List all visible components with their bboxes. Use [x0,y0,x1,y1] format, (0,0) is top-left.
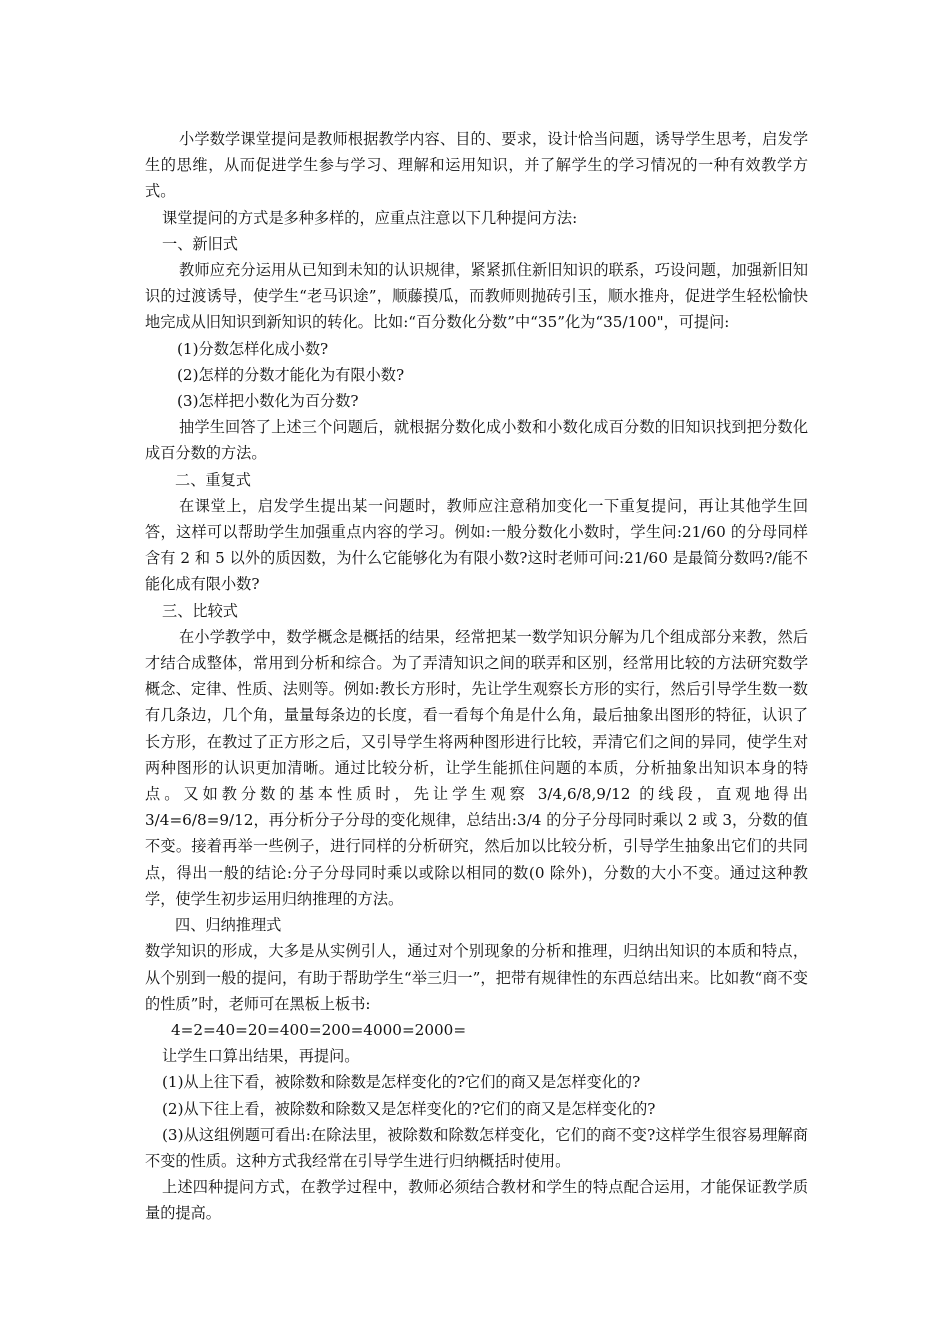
blackboard-equation: 4=2=40=20=400=200=4000=2000= [171,1020,467,1039]
section-heading-3: 三、比较式 [162,601,238,620]
section-heading-4: 四、归纳推理式 [175,916,282,935]
question-item: (2)从下往上看，被除数和除数又是怎样变化的?它们的商又是怎样变化的? [162,1099,656,1118]
section-4-instruction: 让学生口算出结果，再提问。 [162,1047,360,1066]
section-3-paragraph: 在小学教学中，数学概念是概括的结果，经常把某一数学知识分解为几个组成部分来教，然后才结合成整体，常用到分析和综合。为了弄清知识之间的联弄和区别，经常用比较的方法研究数学概念、定律、性质、法则等。例如:教长方形时，先让学生观察长方形的实行，然后引导学生数一数有几条边，几个角，量量每条边的长度，看一看每个角是什么角，最后抽象出图形的特征，认识了长方形，在教过了正方形之后，又引导学生将两种图形进行比较，弄清它们之间的异同，使学生对两种图形的认识更加清晰。通过比较分析，让学生能抓住问题的本质，分析抽象出知识本身的特点。又如教分数的基本性质时，先让学生观察 3/4,6/8,9/12 的线段，直观地得出 3/4=6/8=9/12，再分析分子分母的变化规律，总结出:3/4 的分子分母同时乘以 2 或 3，分数的值不变。接着再举一些例子，进行同样的分析研究，然后加以比较分析，引导学生抽象出它们的共同点，得出一般的结论:分子分母同时乘以或除以相同的数(0 除外)，分数的大小不变。通过这种教学，使学生初步运用归纳推理的方法。 [145,627,808,908]
section-heading-1: 一、新旧式 [162,234,238,253]
methods-intro: 课堂提问的方式是多种多样的，应重点注意以下几种提问方法: [162,208,578,227]
section-1-paragraph: 教师应充分运用从已知到未知的认识规律，紧紧抓住新旧知识的联系，巧设问题，加强新旧知识的过渡诱导，使学生“老马识途”，顺藤摸瓜，而教师则抛砖引玉，顺水推舟，促进学生轻松愉快地完成从旧知识到新知识的转化。比如:“百分数化分数”中“35”化为“35/100"，可提问: [145,261,808,332]
question-item: (3)怎样把小数化为百分数? [177,392,359,411]
question-item: (3)从这组例题可看出:在除法里，被除数和除数怎样变化，它们的商不变?这样学生很容易理解商不变的性质。这种方式我经常在引导学生进行归纳概括时使用。 [145,1125,808,1170]
section-1-conclusion: 抽学生回答了上述三个问题后，就根据分数化成小数和小数化成百分数的旧知识找到把分数化成百分数的方法。 [145,418,808,463]
question-item: (1)分数怎样化成小数? [177,339,329,358]
section-4-paragraph: 数学知识的形成，大多是从实例引人，通过对个别现象的分析和推理，归纳出知识的本质和特点，从个别到一般的提问，有助于帮助学生“举三归一”，把带有规律性的东西总结出来。比如教“商不变的性质”时，老师可在黑板上板书: [145,942,808,1013]
section-2-paragraph: 在课堂上，启发学生提出某一问题时，教师应注意稍加变化一下重复提问，再让其他学生回答，这样可以帮助学生加强重点内容的学习。例如:一般分数化小数时，学生问:21/60 的分母同样含有 2 和 5 以外的质因数，为什么它能够化为有限小数?这时老师可问:21/60 是最简分数吗?/能不能化成有限小数? [145,496,808,594]
closing-paragraph: 上述四种提问方式，在教学过程中，教师必须结合教材和学生的特点配合运用，才能保证教学质量的提高。 [145,1178,808,1223]
question-item: (1)从上往下看，被除数和除数是怎样变化的?它们的商又是怎样变化的? [162,1073,641,1092]
question-item: (2)怎样的分数才能化为有限小数? [177,365,405,384]
intro-paragraph: 小学数学课堂提问是教师根据教学内容、目的、要求，设计恰当问题，诱导学生思考，启发学生的思维，从而促进学生参与学习、理解和运用知识，并了解学生的学习情况的一种有效教学方式。 [145,130,808,201]
section-heading-2: 二、重复式 [175,470,251,489]
